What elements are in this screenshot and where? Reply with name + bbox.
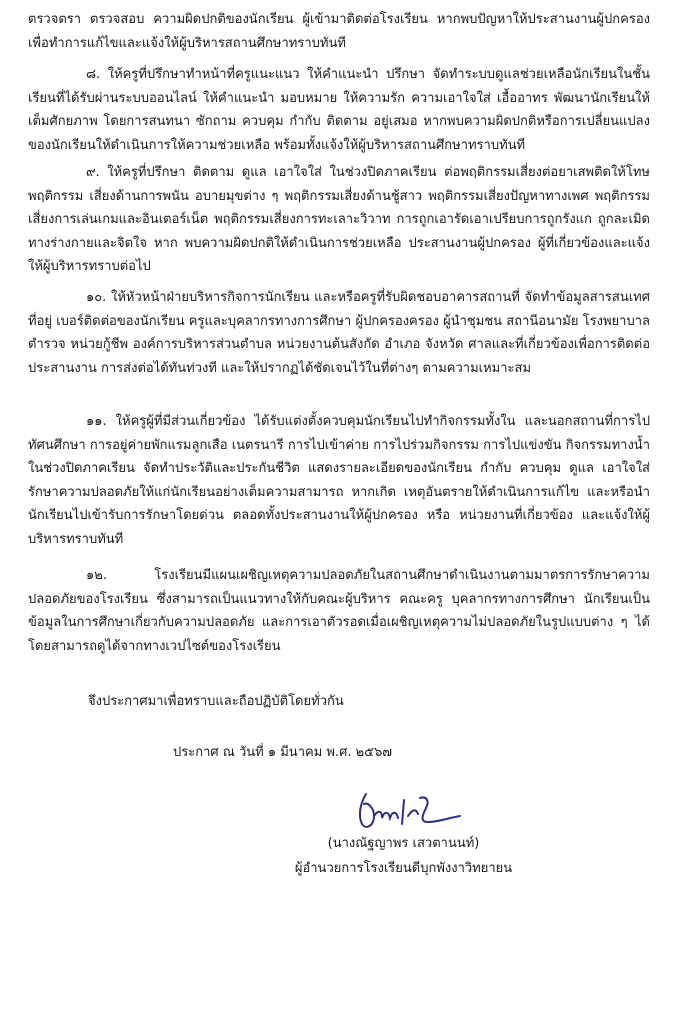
closing-statement: จึงประกาศมาเพื่อทราบและถือปฏิบัติโดยทั่วกัน — [88, 694, 344, 709]
signer-name: (นางณัฐญาพร เสวตานนท์) — [327, 836, 480, 851]
paragraph-item-10: ๑๐. ให้หัวหน้าฝ่ายบริหารกิจการนักเรียน และหรือครูที่รับผิดชอบอาคารสถานที่ จัดทำข้อมูลสารสนเทศ ที่อยู่ เบอร์ติดต่อของนักเรียน ครูและบุคลากรทางการศึกษา ผู้ปกครองครอง ผู้นำชุมชน สถานีอนามัย โรงพยาบาลตำรวจ หน่วยกู้ชีพ องค์การบริหารส่วนตำบล หน่วยงานต้นสังกัด อำเภอ จังหวัด ศาลและที่เกี่ยวข้องเพื่อการติดต่อประสานงาน การส่งต่อได้ทันท่วงที และให้ปรากฏได้ชัดเจนไว้ในที่ต่างๆ ตามความเหมาะสม — [28, 290, 650, 376]
announcement-date: ประกาศ ณ วันที่ ๑ มีนาคม พ.ศ. ๒๕๖๗ — [173, 745, 393, 760]
handwritten-signature — [352, 786, 464, 832]
paragraph-continuation: ตรวจตรา ตรวจสอบ ความผิดปกติของนักเรียน ผู้เข้ามาติดต่อโรงเรียน หากพบปัญหาให้ประสานงานผู้ปกครองเพื่อทำการแก้ไขและแจ้งให้ผู้บริหารสถานศึกษาทราบทันที — [28, 12, 650, 51]
paragraph-item-11: ๑๑. ให้ครูผู้ที่มีส่วนเกี่ยวข้อง ได้รับแต่งตั้งควบคุมนักเรียนไปทำกิจกรรมทั้งใน และนอกสถานที่การไปทัศนศึกษา การอยู่ค่ายพักแรมลูกเสือ เนตรนารี การไปเข้าค่าย การไปร่วมกิจกรรม การไปแข่งขัน กิจกรรมทางน้ำ ในช่วงปิดภาคเรียน จัดทำประวัติและประกันชีวิต แสดงรายละเอียดของนักเรียน กำกับ ควบคุม ดูแล เอาใจใส่ รักษาความปลอดภัยให้แก่นักเรียนอย่างเต็มความสามารถ หากเกิด เหตุอันตรายให้ดำเนินการแก้ไข และหรือนำนักเรียนไปเข้ารับการรักษาโดยด่วน ตลอดทั้งประสานงานให้ผู้ปกครอง หรือ หน่วยงานที่เกี่ยวข้อง และแจ้งให้ผู้บริหารทราบทันที — [28, 414, 650, 547]
signer-title: ผู้อำนวยการโรงเรียนดีบุกพังงาวิทยายน — [294, 861, 513, 876]
paragraph-item-8: ๘. ให้ครูที่ปรึกษาทำหน้าที่ครูแนะแนว ให้คำแนะนำ ปรึกษา จัดทำระบบดูแลช่วยเหลือนักเรียนในชั้นเรียนที่ได้รับผ่านระบบออนไลน์ ให้คำแนะนำ มอบหมาย ให้ความรัก ความเอาใจใส่ เอื้ออาทร พัฒนานักเรียนให้เต็มศักยภาพ โดยการสนทนา ซักถาม ควบคุม กำกับ ติดตาม อยู่เสมอ หากพบความผิดปกติหรือการเปลี่ยนแปลงของนักเรียนให้ดำเนินการให้ความช่วยเหลือ พร้อมทั้งแจ้งให้ผู้บริหารสถานศึกษาทราบทันที — [28, 67, 650, 153]
paragraph-item-9: ๙. ให้ครูที่ปรึกษา ติดตาม ดูแล เอาใจใส่ ในช่วงปิดภาคเรียน ต่อพฤติกรรมเสี่ยงต่อยาเสพติดให้โทษ พฤติกรรม เสี่ยงด้านการพนัน อบายมุขต่าง ๆ พฤติกรรมเสี่ยงด้านชู้สาว พฤติกรรมเสี่ยงปัญหาทางเพศ พฤติกรรมเสี่ยงการเล่นเกมและอินเตอร์เน็ต พฤติกรรมเสี่ยงการทะเลาะวิวาท การถูกเอารัดเอาเปรียบการถูกรังแก ถูกละเมิดทางร่างกายและจิตใจ หาก พบความผิดปกติให้ดำเนินการช่วยเหลือ ประสานงานผู้ปกครอง ผู้ที่เกี่ยวข้องและแจ้งให้ผู้บริหารทราบต่อไป — [28, 165, 650, 275]
paragraph-item-12: ๑๒. โรงเรียนมีแผนเผชิญเหตุความปลอดภัยในสถานศึกษาดำเนินงานตามมาตรการรักษาความปลอดภัยของโรงเรียน ซึ่งสามารถเป็นแนวทางให้กับคณะผู้บริหาร คณะครู บุคลากรทางการศึกษา นักเรียนเป็นข้อมูลในการศึกษาเกี่ยวกับความปลอดภัย และการเอาตัวรอดเมื่อเผชิญเหตุความไม่ปลอดภัยในรูปแบบต่าง ๆ ได้โดยสามารถดูได้จากทางเวปไซต์ของโรงเรียน — [28, 568, 650, 654]
